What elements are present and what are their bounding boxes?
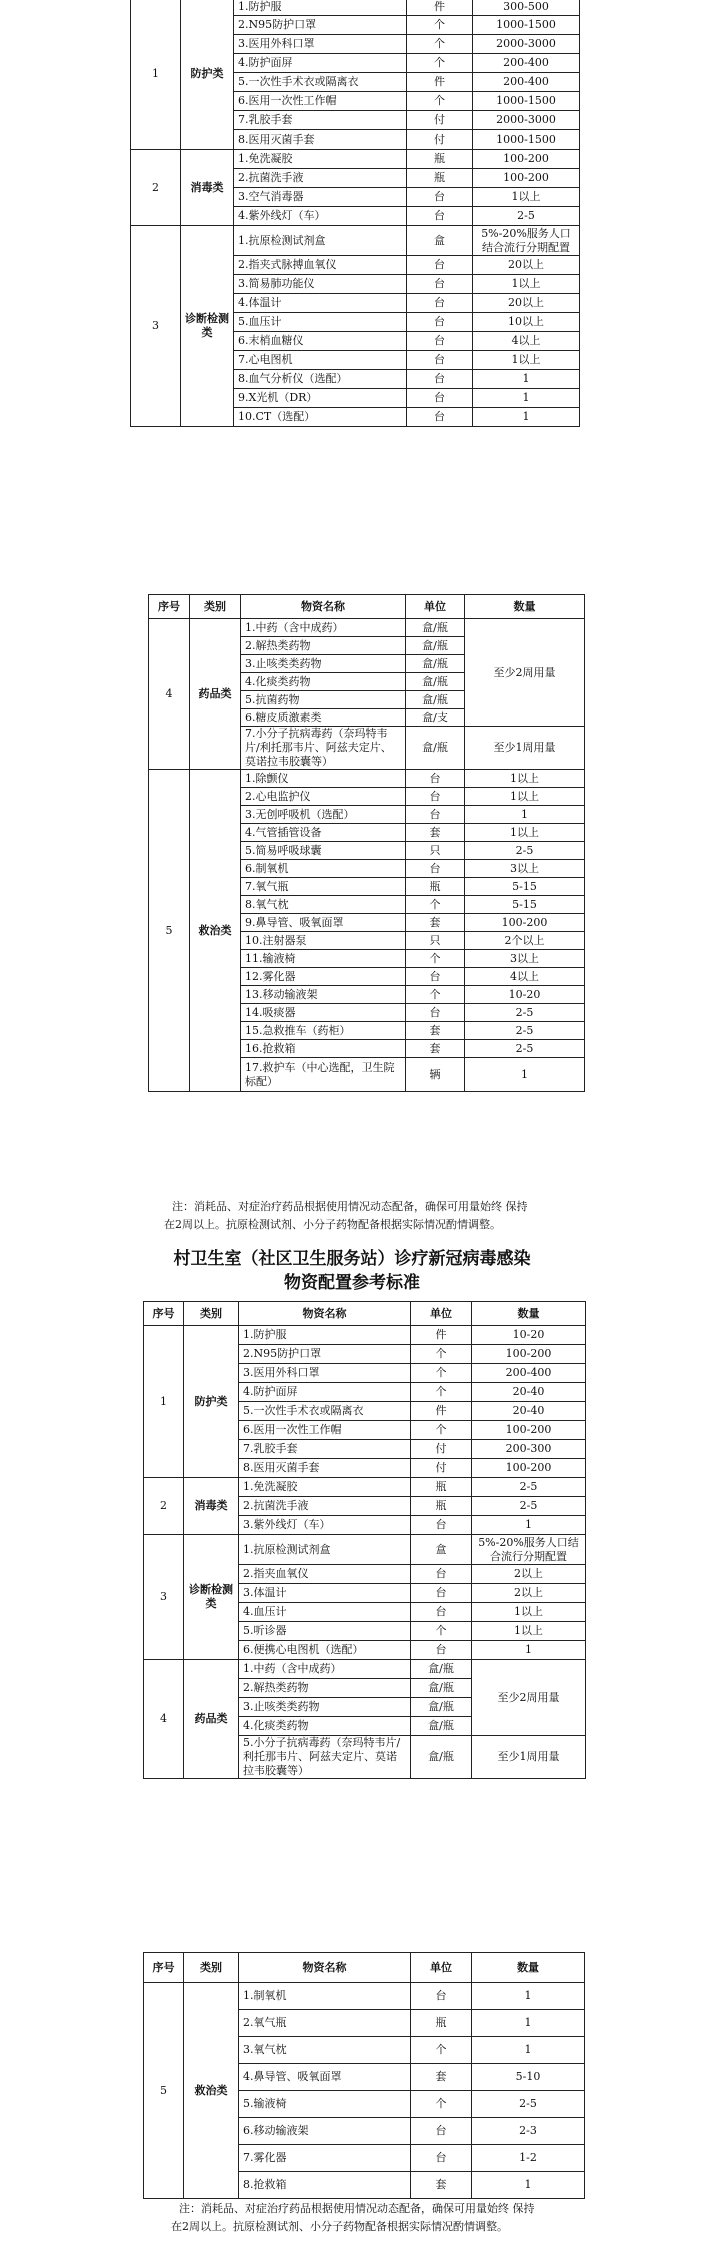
row-unit: 个 xyxy=(407,16,473,35)
row-item-name: 2.N95防护口罩 xyxy=(234,16,407,35)
row-unit: 台 xyxy=(407,408,473,427)
note-2-line-1: 注：消耗品、对症治疗药品根据使用情况动态配备，确保可用量始终 保持 xyxy=(179,2202,535,2215)
row-unit: 个 xyxy=(406,950,465,968)
row-unit: 台 xyxy=(407,332,473,351)
row-qty: 至少2周用量 xyxy=(465,619,585,727)
row-item-name: 8.医用灭菌手套 xyxy=(234,130,407,150)
row-unit: 只 xyxy=(406,932,465,950)
row-qty: 2-5 xyxy=(472,2091,585,2118)
row-qty: 1以上 xyxy=(465,788,585,806)
row-qty: 10-20 xyxy=(465,986,585,1004)
row-item-name: 6.移动输液架 xyxy=(239,2118,411,2145)
row-item-name: 17.救护车（中心选配，卫生院标配） xyxy=(241,1058,406,1092)
row-unit: 盒/瓶 xyxy=(411,1698,472,1717)
row-item-name: 5.小分子抗病毒药（奈玛特韦片/利托那韦片、阿兹夫定片、莫诺拉韦胶囊等） xyxy=(239,1736,411,1779)
row-seq: 3 xyxy=(131,226,181,427)
row-qty: 2-5 xyxy=(472,1497,586,1516)
header-item: 物资名称 xyxy=(239,1302,411,1326)
row-unit: 瓶 xyxy=(406,878,465,896)
row-item-name: 5.简易呼吸球囊 xyxy=(241,842,406,860)
row-unit: 件 xyxy=(407,0,473,16)
row-item-name: 14.吸痰器 xyxy=(241,1004,406,1022)
row-seq: 3 xyxy=(144,1535,184,1660)
row-item-name: 2.解热类药物 xyxy=(241,637,406,655)
row-seq: 4 xyxy=(144,1660,184,1779)
row-unit: 付 xyxy=(407,111,473,130)
row-qty: 1 xyxy=(472,2037,585,2064)
row-category: 药品类 xyxy=(184,1660,239,1779)
row-unit: 套 xyxy=(406,1022,465,1040)
row-unit: 个 xyxy=(407,35,473,54)
row-item-name: 1.中药（含中成药） xyxy=(241,619,406,637)
row-item-name: 1.防护服 xyxy=(239,1326,411,1345)
row-qty: 5%-20%服务人口结合流行分期配置 xyxy=(473,226,580,256)
row-qty: 100-200 xyxy=(473,150,580,169)
row-category: 药品类 xyxy=(190,619,241,770)
row-unit: 台 xyxy=(406,860,465,878)
row-unit: 台 xyxy=(411,2145,472,2172)
row-unit: 套 xyxy=(406,1040,465,1058)
row-item-name: 7.乳胶手套 xyxy=(234,111,407,130)
row-item-name: 9.X光机（DR） xyxy=(234,389,407,408)
table-row xyxy=(144,1660,586,1679)
row-qty: 1000-1500 xyxy=(473,92,580,111)
row-unit: 瓶 xyxy=(407,169,473,188)
row-item-name: 12.雾化器 xyxy=(241,968,406,986)
row-unit: 台 xyxy=(407,370,473,389)
row-item-name: 3.医用外科口罩 xyxy=(234,35,407,54)
row-qty: 100-200 xyxy=(473,169,580,188)
row-unit: 套 xyxy=(406,824,465,842)
row-category: 消毒类 xyxy=(184,1478,239,1535)
row-unit: 台 xyxy=(406,806,465,824)
row-unit: 盒/支 xyxy=(406,709,465,727)
row-item-name: 6.糖皮质激素类 xyxy=(241,709,406,727)
row-item-name: 7.乳胶手套 xyxy=(239,1440,411,1459)
row-item-name: 4.防护面屏 xyxy=(239,1383,411,1402)
row-item-name: 2.抗菌洗手液 xyxy=(234,169,407,188)
row-item-name: 13.移动输液架 xyxy=(241,986,406,1004)
row-seq: 5 xyxy=(144,1983,184,2199)
row-item-name: 5.输液椅 xyxy=(239,2091,411,2118)
row-unit: 盒/瓶 xyxy=(411,1660,472,1679)
row-unit: 个 xyxy=(411,1345,472,1364)
row-item-name: 10.CT（选配） xyxy=(234,408,407,427)
row-qty: 200-400 xyxy=(473,73,580,92)
row-qty: 1 xyxy=(472,2172,585,2199)
row-qty: 1 xyxy=(465,1058,585,1092)
row-unit: 件 xyxy=(407,73,473,92)
row-unit: 台 xyxy=(406,770,465,788)
row-item-name: 5.一次性手术衣或隔离衣 xyxy=(234,73,407,92)
row-item-name: 8.医用灭菌手套 xyxy=(239,1459,411,1478)
row-unit: 个 xyxy=(407,92,473,111)
row-item-name: 5.抗菌药物 xyxy=(241,691,406,709)
header-category: 类别 xyxy=(190,595,241,619)
row-category: 防护类 xyxy=(184,1326,239,1478)
table-row xyxy=(144,1983,585,2010)
row-unit: 个 xyxy=(411,2037,472,2064)
row-unit: 台 xyxy=(411,1584,472,1603)
row-unit: 个 xyxy=(411,1383,472,1402)
row-item-name: 1.制氧机 xyxy=(239,1983,411,2010)
header-qty: 数量 xyxy=(472,1302,586,1326)
row-item-name: 7.心电图机 xyxy=(234,351,407,370)
table-1 xyxy=(130,0,580,427)
row-qty: 1以上 xyxy=(473,351,580,370)
row-item-name: 6.医用一次性工作帽 xyxy=(234,92,407,111)
row-unit: 台 xyxy=(407,351,473,370)
row-item-name: 2.氧气瓶 xyxy=(239,2010,411,2037)
header-seq: 序号 xyxy=(144,1302,184,1326)
row-qty: 10-20 xyxy=(472,1326,586,1345)
row-item-name: 16.抢救箱 xyxy=(241,1040,406,1058)
table-3 xyxy=(143,1301,586,1779)
row-qty: 2000-3000 xyxy=(473,35,580,54)
row-unit: 台 xyxy=(407,389,473,408)
row-item-name: 6.医用一次性工作帽 xyxy=(239,1421,411,1440)
row-seq: 1 xyxy=(131,0,181,150)
row-unit: 个 xyxy=(411,1622,472,1641)
row-qty: 100-200 xyxy=(472,1459,586,1478)
row-item-name: 1.免洗凝胶 xyxy=(239,1478,411,1497)
row-qty: 100-200 xyxy=(472,1345,586,1364)
note-1 xyxy=(164,1198,612,1234)
header-item: 物资名称 xyxy=(239,1953,411,1983)
row-qty: 2000-3000 xyxy=(473,111,580,130)
row-item-name: 4.化痰类药物 xyxy=(239,1717,411,1736)
table-row xyxy=(144,1535,586,1565)
row-qty: 1 xyxy=(465,806,585,824)
row-unit: 台 xyxy=(411,1641,472,1660)
row-unit: 件 xyxy=(411,1326,472,1345)
row-category: 防护类 xyxy=(181,0,234,150)
row-item-name: 3.无创呼吸机（选配） xyxy=(241,806,406,824)
row-unit: 盒 xyxy=(411,1535,472,1565)
row-qty: 4以上 xyxy=(465,968,585,986)
row-item-name: 7.雾化器 xyxy=(239,2145,411,2172)
row-qty: 200-400 xyxy=(472,1364,586,1383)
row-qty: 2-5 xyxy=(465,1004,585,1022)
row-item-name: 1.防护服 xyxy=(234,0,407,16)
row-seq: 2 xyxy=(131,150,181,226)
row-qty: 1-2 xyxy=(472,2145,585,2172)
row-qty: 2以上 xyxy=(472,1565,586,1584)
row-item-name: 10.注射器泵 xyxy=(241,932,406,950)
row-qty: 20以上 xyxy=(473,294,580,313)
row-qty: 1 xyxy=(472,1983,585,2010)
row-item-name: 3.体温计 xyxy=(239,1584,411,1603)
row-seq: 5 xyxy=(149,770,190,1092)
row-item-name: 2.指夹式脉搏血氧仪 xyxy=(234,256,407,275)
row-unit: 盒/瓶 xyxy=(406,655,465,673)
row-item-name: 1.中药（含中成药） xyxy=(239,1660,411,1679)
row-qty: 2-5 xyxy=(465,842,585,860)
row-item-name: 6.末梢血糖仪 xyxy=(234,332,407,351)
header-unit: 单位 xyxy=(411,1953,472,1983)
row-category: 消毒类 xyxy=(181,150,234,226)
row-unit: 盒/瓶 xyxy=(406,673,465,691)
row-unit: 只 xyxy=(406,842,465,860)
row-item-name: 6.便携心电图机（选配） xyxy=(239,1641,411,1660)
row-unit: 个 xyxy=(411,1421,472,1440)
row-unit: 盒/瓶 xyxy=(411,1717,472,1736)
header-qty: 数量 xyxy=(472,1953,585,1983)
header-unit: 单位 xyxy=(411,1302,472,1326)
row-unit: 台 xyxy=(406,968,465,986)
title-line-2: 物资配置参考标准 xyxy=(284,1273,420,1293)
row-qty: 2-5 xyxy=(465,1040,585,1058)
table-row xyxy=(149,619,585,637)
row-item-name: 4.鼻导管、吸氧面罩 xyxy=(239,2064,411,2091)
table-row xyxy=(144,1326,586,1345)
row-item-name: 8.血气分析仪（选配） xyxy=(234,370,407,389)
row-qty: 1 xyxy=(473,389,580,408)
row-qty: 100-200 xyxy=(472,1421,586,1440)
row-qty: 1以上 xyxy=(472,1622,586,1641)
row-item-name: 4.化痰类药物 xyxy=(241,673,406,691)
header-seq: 序号 xyxy=(149,595,190,619)
row-item-name: 8.抢救箱 xyxy=(239,2172,411,2199)
row-qty: 20-40 xyxy=(472,1383,586,1402)
row-unit: 个 xyxy=(411,2091,472,2118)
row-unit: 台 xyxy=(407,313,473,332)
row-qty: 1以上 xyxy=(465,770,585,788)
row-qty: 5-15 xyxy=(465,896,585,914)
row-unit: 付 xyxy=(411,1459,472,1478)
table-4 xyxy=(143,1952,585,2199)
row-qty: 2-5 xyxy=(465,1022,585,1040)
row-item-name: 2.指夹血氧仪 xyxy=(239,1565,411,1584)
row-item-name: 4.体温计 xyxy=(234,294,407,313)
row-unit: 台 xyxy=(411,1565,472,1584)
row-unit: 个 xyxy=(407,54,473,73)
row-item-name: 4.气管插管设备 xyxy=(241,824,406,842)
row-qty: 1以上 xyxy=(473,275,580,294)
row-unit: 台 xyxy=(407,256,473,275)
row-unit: 盒/瓶 xyxy=(406,727,465,770)
row-category: 诊断检测类 xyxy=(184,1535,239,1660)
row-item-name: 5.一次性手术衣或隔离衣 xyxy=(239,1402,411,1421)
row-category: 诊断检测类 xyxy=(181,226,234,427)
row-item-name: 7.小分子抗病毒药（奈玛特韦片/利托那韦片、阿兹夫定片、莫诺拉韦胶囊等） xyxy=(241,727,406,770)
note-1-line-2: 在2周以上。抗原检测试剂、小分子药物配备根据实际情况酌情调整。 xyxy=(164,1218,501,1231)
row-qty: 1 xyxy=(472,2010,585,2037)
row-qty: 1以上 xyxy=(472,1603,586,1622)
header-qty: 数量 xyxy=(465,595,585,619)
row-unit: 台 xyxy=(406,788,465,806)
row-unit: 台 xyxy=(411,2118,472,2145)
row-qty: 2-5 xyxy=(473,207,580,226)
row-item-name: 5.听诊器 xyxy=(239,1622,411,1641)
row-unit: 瓶 xyxy=(407,150,473,169)
row-unit: 台 xyxy=(411,1516,472,1535)
row-qty: 5-15 xyxy=(465,878,585,896)
row-unit: 付 xyxy=(407,130,473,150)
row-item-name: 4.防护面屏 xyxy=(234,54,407,73)
row-unit: 瓶 xyxy=(411,1497,472,1516)
row-unit: 盒/瓶 xyxy=(411,1679,472,1698)
header-unit: 单位 xyxy=(406,595,465,619)
row-item-name: 2.心电监护仪 xyxy=(241,788,406,806)
row-item-name: 9.鼻导管、吸氧面罩 xyxy=(241,914,406,932)
row-item-name: 3.医用外科口罩 xyxy=(239,1364,411,1383)
row-item-name: 3.止咳类类药物 xyxy=(241,655,406,673)
row-qty: 1000-1500 xyxy=(473,16,580,35)
row-category: 救治类 xyxy=(184,1983,239,2199)
row-unit: 个 xyxy=(406,896,465,914)
row-item-name: 1.抗原检测试剂盒 xyxy=(239,1535,411,1565)
row-item-name: 3.氧气枕 xyxy=(239,2037,411,2064)
row-unit: 套 xyxy=(406,914,465,932)
row-item-name: 8.氧气枕 xyxy=(241,896,406,914)
row-unit: 瓶 xyxy=(411,2010,472,2037)
row-unit: 个 xyxy=(411,1364,472,1383)
row-item-name: 2.抗菌洗手液 xyxy=(239,1497,411,1516)
table-row xyxy=(131,226,580,256)
row-qty: 300-500 xyxy=(473,0,580,16)
row-item-name: 4.紫外线灯（车） xyxy=(234,207,407,226)
table-2 xyxy=(148,594,585,1092)
row-qty: 1000-1500 xyxy=(473,130,580,150)
row-unit: 个 xyxy=(406,986,465,1004)
row-unit: 辆 xyxy=(406,1058,465,1092)
header-category: 类别 xyxy=(184,1302,239,1326)
table-row xyxy=(131,0,580,16)
row-qty: 1 xyxy=(473,370,580,389)
row-unit: 台 xyxy=(407,188,473,207)
row-item-name: 15.急救推车（药柜） xyxy=(241,1022,406,1040)
row-unit: 台 xyxy=(407,207,473,226)
row-item-name: 2.解热类药物 xyxy=(239,1679,411,1698)
row-qty: 2-3 xyxy=(472,2118,585,2145)
row-qty: 100-200 xyxy=(465,914,585,932)
row-item-name: 1.除颤仪 xyxy=(241,770,406,788)
row-qty: 1 xyxy=(472,1516,586,1535)
row-qty: 2个以上 xyxy=(465,932,585,950)
row-seq: 1 xyxy=(144,1326,184,1478)
row-qty: 5-10 xyxy=(472,2064,585,2091)
row-unit: 台 xyxy=(411,1603,472,1622)
row-qty: 3以上 xyxy=(465,860,585,878)
row-unit: 件 xyxy=(411,1402,472,1421)
row-qty: 3以上 xyxy=(465,950,585,968)
row-qty: 5%-20%服务人口结合流行分期配置 xyxy=(472,1535,586,1565)
row-unit: 盒/瓶 xyxy=(406,637,465,655)
row-qty: 200-400 xyxy=(473,54,580,73)
row-item-name: 1.免洗凝胶 xyxy=(234,150,407,169)
note-2-line-2: 在2周以上。抗原检测试剂、小分子药物配备根据实际情况酌情调整。 xyxy=(171,2220,508,2233)
row-item-name: 3.紫外线灯（车） xyxy=(239,1516,411,1535)
table-row xyxy=(144,1478,586,1497)
row-item-name: 3.止咳类类药物 xyxy=(239,1698,411,1717)
row-item-name: 5.血压计 xyxy=(234,313,407,332)
row-qty: 1以上 xyxy=(473,188,580,207)
row-unit: 台 xyxy=(407,294,473,313)
row-unit: 台 xyxy=(406,1004,465,1022)
row-unit: 套 xyxy=(411,2172,472,2199)
row-item-name: 11.输液椅 xyxy=(241,950,406,968)
row-unit: 瓶 xyxy=(411,1478,472,1497)
row-qty: 4以上 xyxy=(473,332,580,351)
row-unit: 盒/瓶 xyxy=(411,1736,472,1779)
row-qty: 2-5 xyxy=(472,1478,586,1497)
row-qty: 至少1周用量 xyxy=(472,1736,586,1779)
row-unit: 台 xyxy=(407,275,473,294)
header-category: 类别 xyxy=(184,1953,239,1983)
row-item-name: 1.抗原检测试剂盒 xyxy=(234,226,407,256)
row-unit: 台 xyxy=(411,1983,472,2010)
row-qty: 20以上 xyxy=(473,256,580,275)
table-row xyxy=(131,150,580,169)
table-row xyxy=(149,770,585,788)
row-item-name: 3.空气消毒器 xyxy=(234,188,407,207)
row-unit: 盒 xyxy=(407,226,473,256)
row-qty: 1 xyxy=(472,1641,586,1660)
row-seq: 4 xyxy=(149,619,190,770)
row-item-name: 7.氧气瓶 xyxy=(241,878,406,896)
row-qty: 20-40 xyxy=(472,1402,586,1421)
note-1-line-1: 注：消耗品、对症治疗药品根据使用情况动态配备，确保可用量始终 保持 xyxy=(172,1200,528,1213)
row-qty: 2以上 xyxy=(472,1584,586,1603)
row-item-name: 6.制氧机 xyxy=(241,860,406,878)
row-qty: 1 xyxy=(473,408,580,427)
row-item-name: 2.N95防护口罩 xyxy=(239,1345,411,1364)
note-2 xyxy=(171,2200,619,2236)
row-seq: 2 xyxy=(144,1478,184,1535)
title-line-1: 村卫生室（社区卫生服务站）诊疗新冠病毒感染 xyxy=(173,1249,531,1269)
row-unit: 付 xyxy=(411,1440,472,1459)
row-unit: 盒/瓶 xyxy=(406,691,465,709)
row-category: 救治类 xyxy=(190,770,241,1092)
row-qty: 200-300 xyxy=(472,1440,586,1459)
row-item-name: 4.血压计 xyxy=(239,1603,411,1622)
row-qty: 10以上 xyxy=(473,313,580,332)
row-unit: 盒/瓶 xyxy=(406,619,465,637)
row-qty: 至少1周用量 xyxy=(465,727,585,770)
page-title xyxy=(0,1247,704,1295)
row-item-name: 3.简易肺功能仪 xyxy=(234,275,407,294)
row-unit: 套 xyxy=(411,2064,472,2091)
header-seq: 序号 xyxy=(144,1953,184,1983)
row-qty: 1以上 xyxy=(465,824,585,842)
header-item: 物资名称 xyxy=(241,595,406,619)
row-qty: 至少2周用量 xyxy=(472,1660,586,1736)
